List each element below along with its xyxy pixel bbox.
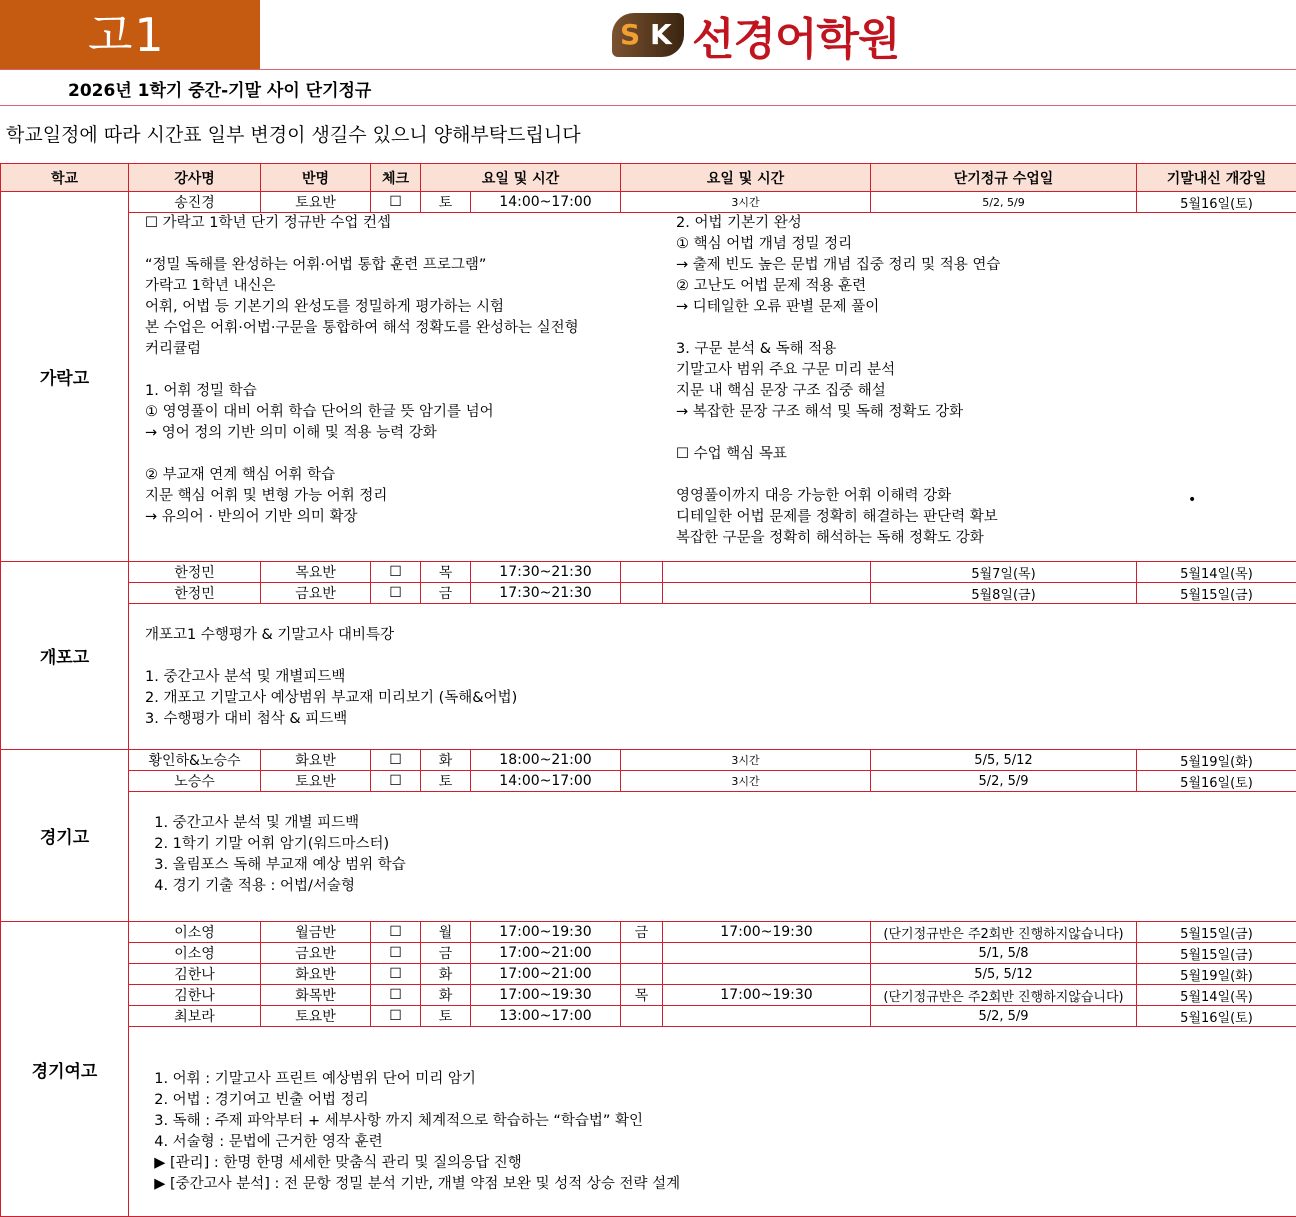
day-cell: 토	[421, 1006, 471, 1027]
checkbox[interactable]: ☐	[371, 985, 421, 1006]
day2-cell	[621, 583, 663, 604]
day-cell: 토	[421, 192, 471, 213]
day-cell: 월	[421, 922, 471, 943]
logo-mark-icon: S K	[612, 13, 684, 57]
col-day-time-2: 요일 및 시간	[621, 164, 871, 192]
description-line: 1. 어휘 : 기말고사 프린트 예상범위 단어 미리 암기	[145, 1069, 1296, 1090]
day2-cell	[621, 562, 663, 583]
final-start-cell: 5월16일(토)	[1137, 192, 1296, 213]
description-line: 본 수업은 어휘·어법·구문을 통합하여 해석 정확도를 완성하는 실전형	[145, 318, 664, 339]
description-line	[145, 604, 1296, 625]
course-description	[129, 1027, 1296, 1217]
session-dates-cell: 5/2, 5/9	[871, 771, 1137, 792]
class-cell: 토요반	[261, 771, 371, 792]
description-line	[145, 360, 664, 381]
description-line: ① 영영풀이 대비 어휘 학습 단어의 한글 뜻 암기를 넘어	[145, 402, 664, 423]
day-cell: 금	[421, 583, 471, 604]
schedule-table	[0, 163, 1296, 1217]
title-divider	[0, 105, 1296, 106]
teacher-cell: 이소영	[129, 943, 261, 964]
description-line: 1. 중간고사 분석 및 개별피드백	[145, 667, 1296, 688]
description-line: → 유의어 · 반의어 기반 의미 확장	[145, 507, 664, 528]
duration-cell: 3시간	[621, 771, 871, 792]
class-cell: 월금반	[261, 922, 371, 943]
table-row	[1, 750, 1296, 771]
description-line: 영영풀이까지 대응 가능한 어휘 이해력 강화	[676, 486, 1199, 507]
checkbox[interactable]: ☐	[371, 771, 421, 792]
description-line	[676, 465, 1199, 486]
col-final-start: 기말내신 개강일	[1137, 164, 1296, 192]
time2-cell	[663, 1006, 871, 1027]
teacher-cell: 황인하&노승수	[129, 750, 261, 771]
description-line: 2. 어법 기본기 완성	[676, 213, 1199, 234]
description-line: ② 부교재 연계 핵심 어휘 학습	[145, 465, 664, 486]
session-dates-cell: 5/2, 5/9	[871, 192, 1137, 213]
school-name: 가락고	[1, 192, 129, 562]
description-text	[129, 1027, 1296, 1195]
description-text	[129, 792, 1296, 897]
checkbox[interactable]: ☐	[371, 943, 421, 964]
description-line: 지문 내 핵심 문장 구조 집중 해설	[676, 381, 1199, 402]
class-cell: 화요반	[261, 750, 371, 771]
course-description	[129, 792, 1296, 922]
class-cell: 금요반	[261, 943, 371, 964]
time-cell: 14:00~17:00	[471, 192, 621, 213]
table-row	[1, 562, 1296, 583]
final-start-cell: 5월15일(금)	[1137, 943, 1296, 964]
description-line: → 출제 빈도 높은 문법 개념 집중 정리 및 적용 연습	[676, 255, 1199, 276]
schedule-notice: 학교일정에 따라 시간표 일부 변경이 생길수 있으니 양해부탁드립니다	[6, 120, 581, 147]
academy-logo	[612, 6, 900, 64]
logo-text: 선경어학원	[692, 3, 900, 67]
teacher-cell: 노승수	[129, 771, 261, 792]
bullet-mark: •	[1188, 492, 1196, 508]
description-line: 기말고사 범위 주요 구문 미리 분석	[676, 360, 1199, 381]
description-line: 2. 개포고 기말고사 예상범위 부교재 미리보기 (독해&어법)	[145, 688, 1296, 709]
description-line: ☐ 가락고 1학년 단기 정규반 수업 컨셉	[145, 213, 664, 234]
day2-cell	[621, 964, 663, 985]
description-line: ① 핵심 어법 개념 정밀 정리	[676, 234, 1199, 255]
description-line: ☐ 수업 핵심 목표	[676, 444, 1199, 465]
table-row	[1, 1006, 1296, 1027]
final-start-cell: 5월16일(토)	[1137, 1006, 1296, 1027]
col-day-time-1: 요일 및 시간	[421, 164, 621, 192]
table-header-row	[1, 164, 1296, 192]
table-row	[1, 922, 1296, 943]
class-cell: 토요반	[261, 1006, 371, 1027]
description-line: 3. 구문 분석 & 독해 적용	[676, 339, 1199, 360]
school-name: 경기여고	[1, 922, 129, 1217]
teacher-cell: 최보라	[129, 1006, 261, 1027]
description-line: 2. 1학기 기말 어휘 암기(워드마스터)	[145, 834, 1296, 855]
time-cell: 18:00~21:00	[471, 750, 621, 771]
teacher-cell: 김한나	[129, 985, 261, 1006]
grade-label: 고1	[0, 0, 260, 70]
description-line: 4. 서술형 : 문법에 근거한 영작 훈련	[145, 1132, 1296, 1153]
description-line: 2. 어법 : 경기여고 빈출 어법 정리	[145, 1090, 1296, 1111]
final-start-cell: 5월14일(목)	[1137, 985, 1296, 1006]
session-dates-cell: 5/1, 5/8	[871, 943, 1137, 964]
session-dates-cell: 5월8일(금)	[871, 583, 1137, 604]
description-line	[676, 423, 1199, 444]
time-cell: 17:00~19:30	[471, 922, 621, 943]
col-teacher: 강사명	[129, 164, 261, 192]
description-line	[145, 646, 1296, 667]
teacher-cell: 송진경	[129, 192, 261, 213]
time2-cell	[663, 562, 871, 583]
description-line: ▶ [중간고사 분석] : 전 문항 정밀 분석 기반, 개별 약점 보완 및 성적 상승 전략 설계	[145, 1174, 1296, 1195]
day-cell: 목	[421, 562, 471, 583]
description-line: 복잡한 구문을 정확히 해석하는 독해 정확도 강화	[676, 528, 1199, 549]
final-start-cell: 5월19일(화)	[1137, 964, 1296, 985]
time-cell: 17:00~21:00	[471, 943, 621, 964]
description-left	[129, 213, 664, 549]
description-line: 가락고 1학년 내신은	[145, 276, 664, 297]
checkbox[interactable]: ☐	[371, 192, 421, 213]
checkbox[interactable]: ☐	[371, 583, 421, 604]
final-start-cell: 5월19일(화)	[1137, 750, 1296, 771]
description-line: → 디테일한 오류 판별 문제 풀이	[676, 297, 1199, 318]
checkbox[interactable]: ☐	[371, 750, 421, 771]
day-cell: 화	[421, 985, 471, 1006]
table-row	[1, 964, 1296, 985]
class-cell: 금요반	[261, 583, 371, 604]
day-cell: 화	[421, 750, 471, 771]
time-cell: 17:30~21:30	[471, 562, 621, 583]
description-line: 1. 중간고사 분석 및 개별 피드백	[145, 813, 1296, 834]
duration-cell: 3시간	[621, 192, 871, 213]
description-line: → 복잡한 문장 구조 해석 및 독해 정확도 강화	[676, 402, 1199, 423]
description-line	[676, 318, 1199, 339]
description-line: 3. 수행평가 대비 첨삭 & 피드백	[145, 709, 1296, 730]
table-row	[1, 192, 1296, 213]
day2-cell	[621, 1006, 663, 1027]
time-cell: 14:00~17:00	[471, 771, 621, 792]
session-dates-cell: 5/5, 5/12	[871, 750, 1137, 771]
teacher-cell: 이소영	[129, 922, 261, 943]
description-line: 커리큘럼	[145, 339, 664, 360]
teacher-cell: 김한나	[129, 964, 261, 985]
day-cell: 토	[421, 771, 471, 792]
description-text	[129, 604, 1296, 730]
time-cell: 17:30~21:30	[471, 583, 621, 604]
description-line	[145, 444, 664, 465]
description-line: 어휘, 어법 등 기본기의 완성도를 정밀하게 평가하는 시험	[145, 297, 664, 318]
col-check: 체크	[371, 164, 421, 192]
time-cell: 13:00~17:00	[471, 1006, 621, 1027]
session-dates-cell: 5월7일(목)	[871, 562, 1137, 583]
description-line: 3. 독해 : 주제 파악부터 + 세부사항 까지 체계적으로 학습하는 “학습법” 확인	[145, 1111, 1296, 1132]
day-cell: 화	[421, 964, 471, 985]
description-line: 개포고1 수행평가 & 기말고사 대비특강	[145, 625, 1296, 646]
checkbox[interactable]: ☐	[371, 964, 421, 985]
table-row	[1, 943, 1296, 964]
description-right	[664, 213, 1199, 549]
session-dates-cell: (단기정규반은 주2회반 진행하지않습니다)	[871, 922, 1137, 943]
table-row	[1, 985, 1296, 1006]
description-line: 4. 경기 기출 적용 : 어법/서술형	[145, 876, 1296, 897]
session-dates-cell: (단기정규반은 주2회반 진행하지않습니다)	[871, 985, 1137, 1006]
course-description	[129, 604, 1296, 750]
table-row	[1, 583, 1296, 604]
checkbox[interactable]: ☐	[371, 562, 421, 583]
description-line: → 영어 정의 기반 의미 이해 및 적용 능력 강화	[145, 423, 664, 444]
description-line: ▶ [관리] : 한명 한명 세세한 맞춤식 관리 및 질의응답 진행	[145, 1153, 1296, 1174]
description-line	[145, 1027, 1296, 1048]
final-start-cell: 5월16일(토)	[1137, 771, 1296, 792]
class-cell: 화요반	[261, 964, 371, 985]
time-cell: 17:00~19:30	[471, 985, 621, 1006]
col-school: 학교	[1, 164, 129, 192]
school-name: 경기고	[1, 750, 129, 922]
time2-cell: 17:00~19:30	[663, 985, 871, 1006]
session-dates-cell: 5/2, 5/9	[871, 1006, 1137, 1027]
teacher-cell: 한정민	[129, 583, 261, 604]
day-cell: 금	[421, 943, 471, 964]
class-cell: 토요반	[261, 192, 371, 213]
description-line: 디테일한 어법 문제를 정확히 해결하는 판단력 확보	[676, 507, 1199, 528]
checkbox[interactable]: ☐	[371, 922, 421, 943]
teacher-cell: 한정민	[129, 562, 261, 583]
duration-cell: 3시간	[621, 750, 871, 771]
day2-cell: 금	[621, 922, 663, 943]
day2-cell: 목	[621, 985, 663, 1006]
session-dates-cell: 5/5, 5/12	[871, 964, 1137, 985]
table-row	[1, 771, 1296, 792]
final-start-cell: 5월15일(금)	[1137, 922, 1296, 943]
day2-cell	[621, 943, 663, 964]
class-cell: 화목반	[261, 985, 371, 1006]
time2-cell	[663, 964, 871, 985]
final-start-cell: 5월14일(목)	[1137, 562, 1296, 583]
page-title: 2026년 1학기 중간-기말 사이 단기정규	[68, 76, 371, 101]
final-start-cell: 5월15일(금)	[1137, 583, 1296, 604]
school-name: 개포고	[1, 562, 129, 750]
description-line: 3. 올림포스 독해 부교재 예상 범위 학습	[145, 855, 1296, 876]
time-cell: 17:00~21:00	[471, 964, 621, 985]
description-line: 1. 어휘 정밀 학습	[145, 381, 664, 402]
header-divider	[0, 69, 1296, 70]
col-session-dates: 단기정규 수업일	[871, 164, 1137, 192]
time2-cell	[663, 583, 871, 604]
checkbox[interactable]: ☐	[371, 1006, 421, 1027]
time2-cell	[663, 943, 871, 964]
col-class: 반명	[261, 164, 371, 192]
description-line	[145, 792, 1296, 813]
course-description	[129, 213, 1296, 562]
class-cell: 목요반	[261, 562, 371, 583]
description-line	[145, 1048, 1296, 1069]
time2-cell: 17:00~19:30	[663, 922, 871, 943]
description-line: 지문 핵심 어휘 및 변형 가능 어휘 정리	[145, 486, 664, 507]
description-line: ② 고난도 어법 문제 적용 훈련	[676, 276, 1199, 297]
description-line	[145, 234, 664, 255]
description-line: “정밀 독해를 완성하는 어휘·어법 통합 훈련 프로그램”	[145, 255, 664, 276]
